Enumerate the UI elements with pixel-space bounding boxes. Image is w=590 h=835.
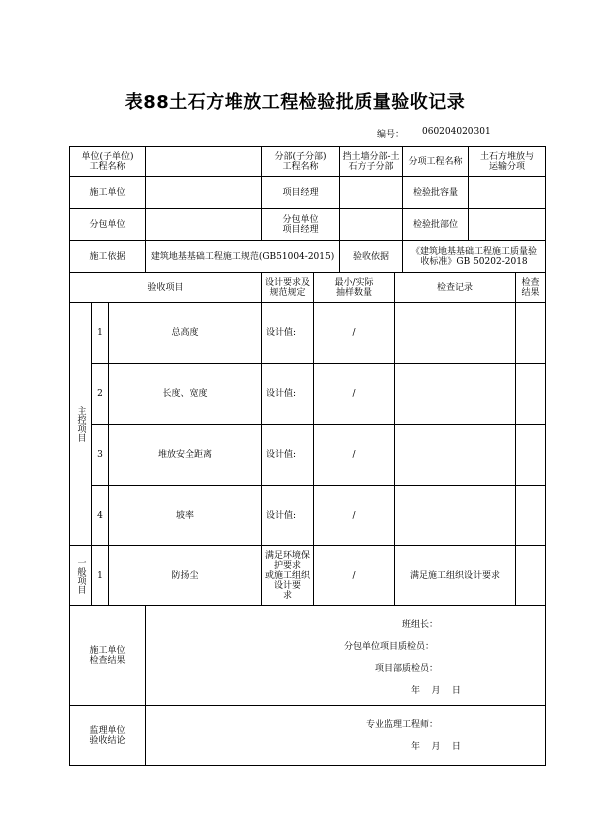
page-title: 表88土石方堆放工程检验批质量验收记录 (124, 92, 466, 113)
acceptance-basis-value: 《建筑地基基础工程施工质量验 收标准》GB 50202-2018 (403, 241, 546, 273)
project-inspector-label: 项目部质检员： (375, 664, 439, 674)
check-result (516, 364, 546, 425)
team-leader-label: 班组长： (402, 620, 439, 630)
check-record (395, 303, 516, 364)
subdivision-value: 挡土墙分部-土 石方子分部 (340, 147, 403, 177)
item-number: 3 (92, 425, 109, 486)
item-number: 1 (92, 303, 109, 364)
table-row (70, 425, 546, 486)
check-record (395, 425, 516, 486)
subdivision-label: 分部(子分部) 工程名称 (262, 147, 340, 177)
col-check-record: 检查记录 (395, 273, 516, 303)
code-label: 编号： (377, 130, 405, 140)
col-design-requirement: 设计要求及 规范规定 (262, 273, 314, 303)
col-sample-quantity: 最小/实际 抽样数量 (314, 273, 395, 303)
construction-check-signatures (146, 606, 546, 706)
table-row (70, 546, 546, 606)
check-result (516, 425, 546, 486)
code-value: 060204020301 (422, 127, 491, 137)
table-row (70, 364, 546, 425)
sample-quantity: / (314, 425, 395, 486)
item-name: 长度、宽度 (109, 364, 262, 425)
subcontractor-value (146, 209, 262, 241)
col-check-result: 检查 结果 (516, 273, 546, 303)
item-name-value: 土石方堆放与 运输分项 (469, 147, 546, 177)
project-manager-value (340, 177, 403, 209)
unit-name-value (146, 147, 262, 177)
design-value: 设计值: (262, 364, 314, 425)
item-number: 1 (92, 546, 109, 606)
sample-quantity: / (314, 546, 395, 606)
supervision-date: 年 月 日 (411, 742, 461, 752)
item-number: 4 (92, 486, 109, 546)
sample-quantity: / (314, 303, 395, 364)
batch-part-label: 检验批部位 (403, 209, 469, 241)
check-result (516, 546, 546, 606)
batch-part-value (469, 209, 546, 241)
unit-name-label: 单位(子单位) 工程名称 (70, 147, 146, 177)
item-name-label: 分项工程名称 (403, 147, 469, 177)
item-name: 防扬尘 (109, 546, 262, 606)
item-name: 堆放安全距离 (109, 425, 262, 486)
item-number: 2 (92, 364, 109, 425)
check-record (395, 486, 516, 546)
sub-inspector-label: 分包单位项目质检员： (344, 642, 435, 652)
table-row (70, 303, 546, 364)
check-result (516, 486, 546, 546)
acceptance-basis-label: 验收依据 (340, 241, 403, 273)
project-manager-label: 项目经理 (262, 177, 340, 209)
sub-project-manager-label: 分包单位 项目经理 (262, 209, 340, 241)
supervision-signatures (146, 706, 546, 766)
construction-unit-label: 施工单位 (70, 177, 146, 209)
item-name: 坡率 (109, 486, 262, 546)
construction-basis-label: 施工依据 (70, 241, 146, 273)
inspection-table (69, 146, 546, 766)
check-record (395, 364, 516, 425)
construction-basis-value: 建筑地基基础工程施工规范(GB51004-2015) (146, 241, 340, 273)
sample-quantity: / (314, 486, 395, 546)
design-value: 设计值: (262, 425, 314, 486)
item-name: 总高度 (109, 303, 262, 364)
design-value: 设计值: (262, 486, 314, 546)
design-value: 满足环境保护要求 或施工组织设计要 求 (262, 546, 314, 606)
batch-capacity-value (469, 177, 546, 209)
main-control-group-label: 主控项目 (70, 303, 92, 546)
check-result (516, 303, 546, 364)
subcontractor-label: 分包单位 (70, 209, 146, 241)
supervision-label: 监理单位 验收结论 (70, 706, 146, 766)
sample-quantity: / (314, 364, 395, 425)
table-row (70, 486, 546, 546)
design-value: 设计值: (262, 303, 314, 364)
batch-capacity-label: 检验批容量 (403, 177, 469, 209)
construction-check-label: 施工单位 检查结果 (70, 606, 146, 706)
check-record: 满足施工组织设计要求 (395, 546, 516, 606)
general-group-label: 一般项目 (70, 546, 92, 606)
col-acceptance-item: 验收项目 (70, 273, 262, 303)
construction-unit-value (146, 177, 262, 209)
construction-date: 年 月 日 (411, 686, 461, 696)
supervising-engineer-label: 专业监理工程师： (366, 720, 439, 730)
sub-project-manager-value (340, 209, 403, 241)
